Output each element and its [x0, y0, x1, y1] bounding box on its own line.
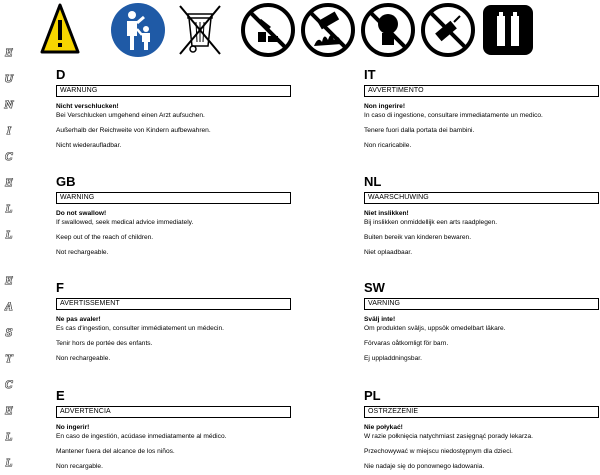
sidebar-letter: I [7, 126, 11, 137]
medical-advice: If swallowed, seek medical advice immediately. [56, 219, 194, 226]
section-pl [364, 389, 599, 471]
medical-advice: Bei Verschlucken umgehend einen Arzt aufsuchen. [56, 112, 205, 119]
sidebar-letter: A [5, 302, 13, 313]
children-warning: Keep out of the reach of children. [56, 234, 154, 241]
language-code: SW [364, 280, 385, 295]
sidebar-letter: S [5, 328, 13, 339]
medical-advice: Bij inslikken onmiddellijk een arts raadplegen. [364, 219, 498, 226]
no-charging-icon [420, 2, 476, 58]
children-warning: Mantener fuera del alcance de los niños. [56, 448, 175, 455]
sidebar-letter: U [4, 74, 14, 85]
crossed-out-wheelie-bin-icon [176, 2, 224, 58]
swallow-warning: Do not swallow! [56, 210, 107, 217]
warning-label: OSTRZEŻENIE [364, 406, 599, 418]
children-warning: Tenere fuori dalla portata dei bambini. [364, 127, 475, 134]
language-code: IT [364, 67, 376, 82]
children-warning: Tenir hors de portée des enfants. [56, 340, 153, 347]
sidebar-letter: N [4, 100, 14, 111]
children-warning: Przechowywać w miejscu niedostępnym dla dzieci. [364, 448, 513, 455]
children-warning: Buiten bereik van kinderen bewaren. [364, 234, 472, 241]
medical-advice: In caso di ingestione, consultare immediatamente un medico. [364, 112, 543, 119]
children-warning: Außerhalb der Reichweite von Kindern aufbewahren. [56, 127, 211, 134]
recharge-warning: Not rechargeable. [56, 249, 109, 256]
sidebar-letter: L [5, 432, 13, 443]
section-it [364, 68, 599, 150]
language-code: E [56, 388, 65, 403]
icon-row [40, 2, 600, 62]
sidebar-letter: L [5, 458, 13, 469]
warning-label: AVVERTIMENTO [364, 85, 599, 97]
language-code: GB [56, 174, 76, 189]
sidebar-letter: L [5, 230, 13, 241]
recharge-warning: Niet oplaadbaar. [364, 249, 413, 256]
warning-label: WARNING [56, 192, 291, 204]
medical-advice: Om produkten sväljs, uppsök omedelbart läkare. [364, 325, 506, 332]
medical-advice: En caso de ingestión, acúdase inmediatamente al médico. [56, 433, 227, 440]
battery-pair-icon [480, 2, 536, 58]
swallow-warning: Ne pas avaler! [56, 316, 101, 323]
language-code: D [56, 67, 66, 82]
section-f [56, 281, 291, 363]
warning-label: WAARSCHUWING [364, 192, 599, 204]
sidebar-letter: E [5, 178, 13, 189]
warning-label: ADVERTENCIA [56, 406, 291, 418]
warning-label: WARNUNG [56, 85, 291, 97]
swallow-warning: Nie połykać! [364, 424, 403, 431]
no-fire-battery-icon [300, 2, 356, 58]
medical-advice: Es cas d'ingestion, consulter immédiatement un médecin. [56, 325, 225, 332]
no-swallowing-icon [360, 2, 416, 58]
swallow-warning: No ingerir! [56, 424, 90, 431]
recharge-warning: Ej uppladdningsbar. [364, 355, 422, 362]
medical-advice: W razie połknięcia natychmiast zasięgnąć porady lekarza. [364, 433, 533, 440]
swallow-warning: Svälj inte! [364, 316, 396, 323]
sidebar-letter: C [5, 152, 13, 163]
warning-triangle-icon [40, 2, 80, 57]
swallow-warning: Niet inslikken! [364, 210, 409, 217]
sidebar-letter: T [5, 354, 13, 365]
section-nl [364, 175, 599, 257]
recharge-warning: Nie nadaje się do ponownego ładowania. [364, 463, 485, 470]
recharge-warning: Non recargable. [56, 463, 103, 470]
recharge-warning: Non ricaricabile. [364, 142, 412, 149]
section-e [56, 389, 291, 471]
sidebar-letter: E [5, 48, 13, 59]
warning-label: AVERTISSEMENT [56, 298, 291, 310]
children-warning: Förvaras oåtkomligt för barn. [364, 340, 449, 347]
section-d [56, 68, 291, 150]
swallow-warning: Non ingerire! [364, 103, 406, 110]
sidebar-letter: L [5, 204, 13, 215]
swallow-warning: Nicht verschlucken! [56, 103, 119, 110]
sidebar-letter: C [5, 380, 13, 391]
sidebar-letter: E [5, 276, 13, 287]
language-code: NL [364, 174, 382, 189]
warning-label: VARNING [364, 298, 599, 310]
language-code: F [56, 280, 64, 295]
keep-away-from-children-icon [110, 2, 166, 58]
section-sw [364, 281, 599, 363]
sidebar-letter: E [5, 406, 13, 417]
recharge-warning: Nicht wiederaufladbar. [56, 142, 122, 149]
no-chemicals-icon [240, 2, 296, 58]
language-code: PL [364, 388, 381, 403]
section-gb [56, 175, 291, 257]
recharge-warning: Non rechargeable. [56, 355, 111, 362]
